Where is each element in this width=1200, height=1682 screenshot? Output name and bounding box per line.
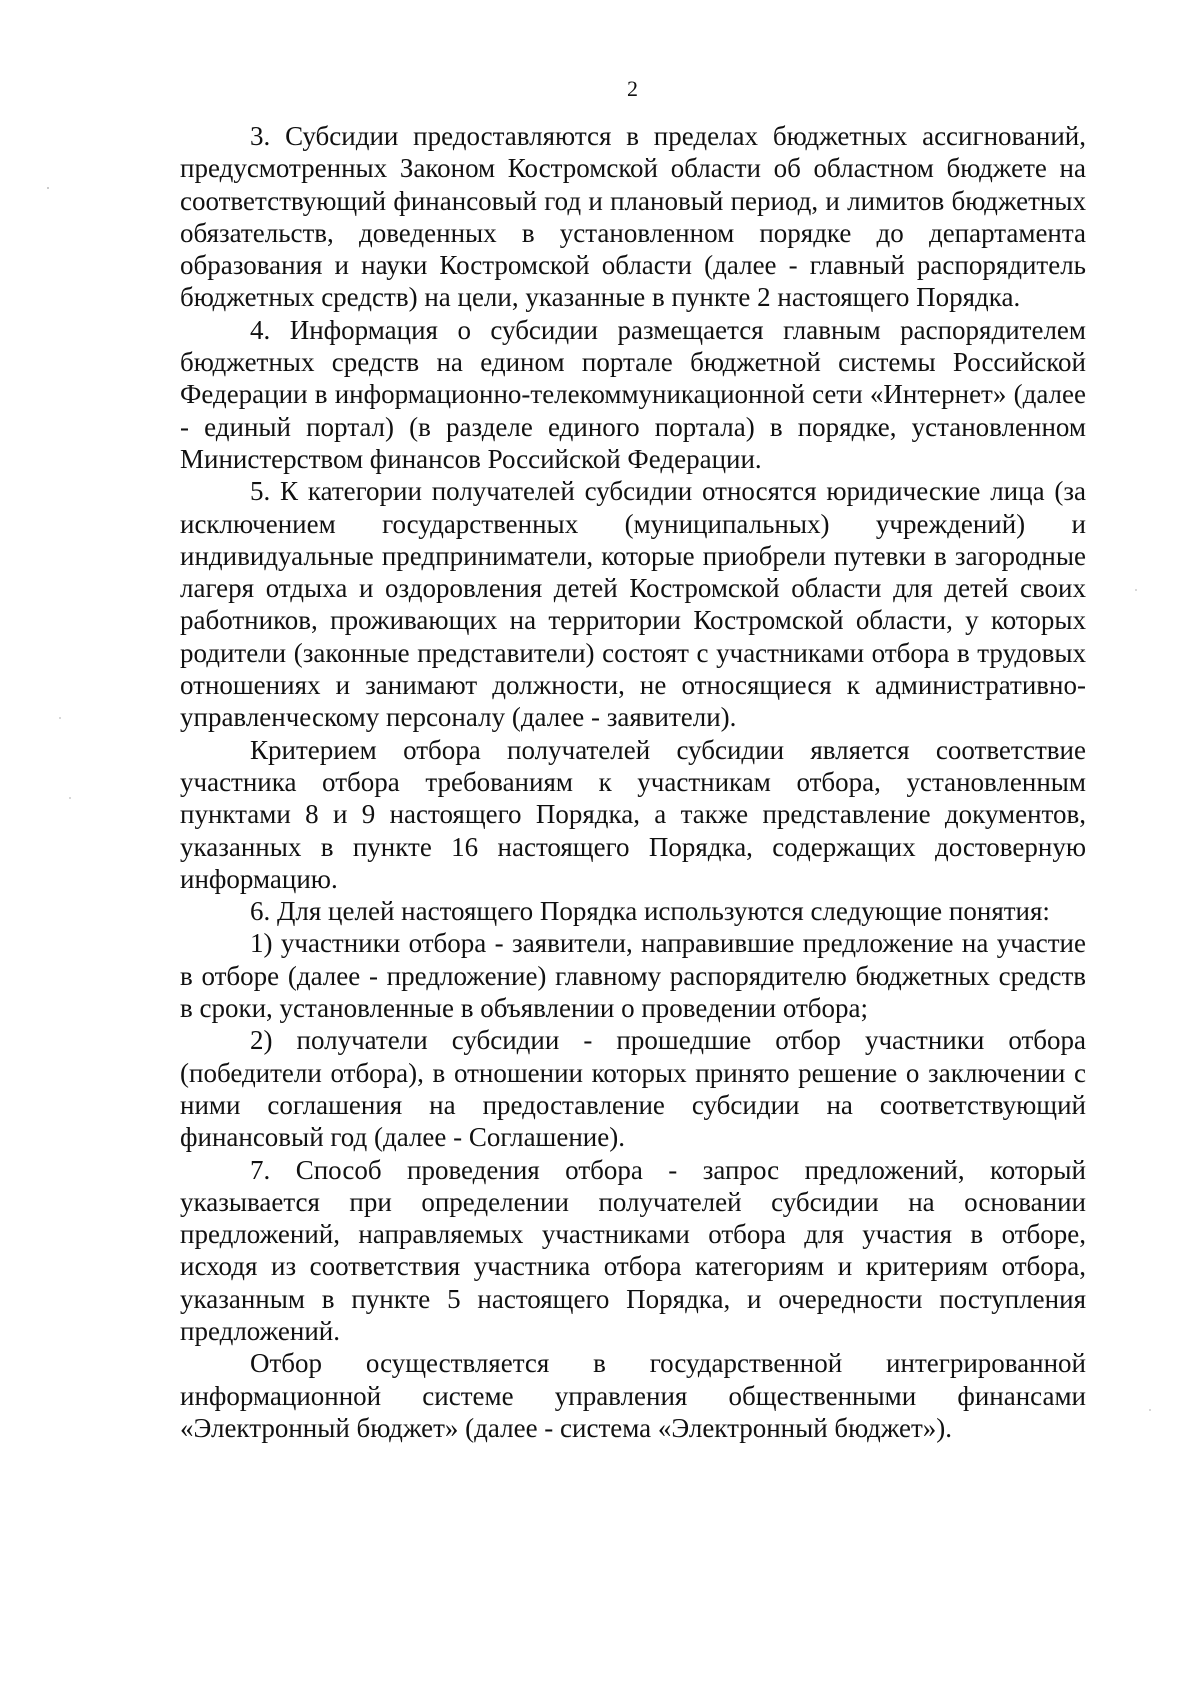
paragraph-subitem-2: 2) получатели субсидии - прошедшие отбор участники отбора (победители отбора), в отношении которых принято решение о заключении с ними соглашения на предоставление субсидии на соответствующий финансовый год (далее - Соглашение). (180, 1025, 1086, 1153)
paragraph-item-7: 7. Способ проведения отбора - запрос предложений, который указывается при определении получателей субсидии на основании предложений, направляемых участниками отбора для участия в отборе, исходя из соответствия участника отбора категориям и критериям отбора, указанным в пункте 5 настоящего Порядка, и очередности поступления предложений. (180, 1154, 1086, 1346)
paragraph-item-6: 6. Для целей настоящего Порядка используются следующие понятия: (250, 896, 1050, 927)
page-number: 2 (627, 76, 638, 101)
paragraph-electronic-budget: Отбор осуществляется в государственной интегрированной информационной системе управления общественными финансами «Электронный бюджет» (далее - система «Электронный бюджет»). (180, 1348, 1086, 1443)
paragraph-selection-criterion: Критерием отбора получателей субсидии является соответствие участника отбора требованиям к участникам отбора, установленным пунктами 8 и 9 настоящего Порядка, а также представление документов, указанных в пункте 16 настоящего Порядка, содержащих достоверную информацию. (180, 734, 1086, 894)
paragraph-item-5: 5. К категории получателей субсидии относятся юридические лица (за исключением государственных (муниципальных) учреждений) и индивидуальные предприниматели, которые приобрели путевки в загородные лагеря отдыха и оздоровления детей Костромской области для детей своих работников, проживающих на территории Костромской области, у которых родители (законные представители) состоят с участниками отбора в трудовых отношениях и занимают должности, не относящиеся к административно-управленческому персоналу (далее - заявители). (180, 476, 1086, 733)
document-body (180, 120, 1086, 1444)
paragraph-subitem-1: 1) участники отбора - заявители, направившие предложение на участие в отборе (далее - предложение) главному распорядителю бюджетных средств в сроки, установленные в объявлении о проведении отбора; (180, 928, 1086, 1024)
paragraph-item-4: 4. Информация о субсидии размещается главным распорядителем бюджетных средств на едином портале бюджетной системы Российской Федерации в информационно-телекоммуникационной сети «Интернет» (далее - единый портал) (в разделе единого портала) в порядке, установленном Министерством финансов Российской Федерации. (180, 314, 1086, 474)
paragraph-item-3: 3. Субсидии предоставляются в пределах бюджетных ассигнований, предусмотренных Законом Костромской области об областном бюджете на соответствующий финансовый год и плановый период, и лимитов бюджетных обязательств, доведенных в установленном порядке до департамента образования и науки Костромской области (далее - главный распорядитель бюджетных средств) на цели, указанные в пункте 2 настоящего Порядка. (180, 121, 1086, 313)
